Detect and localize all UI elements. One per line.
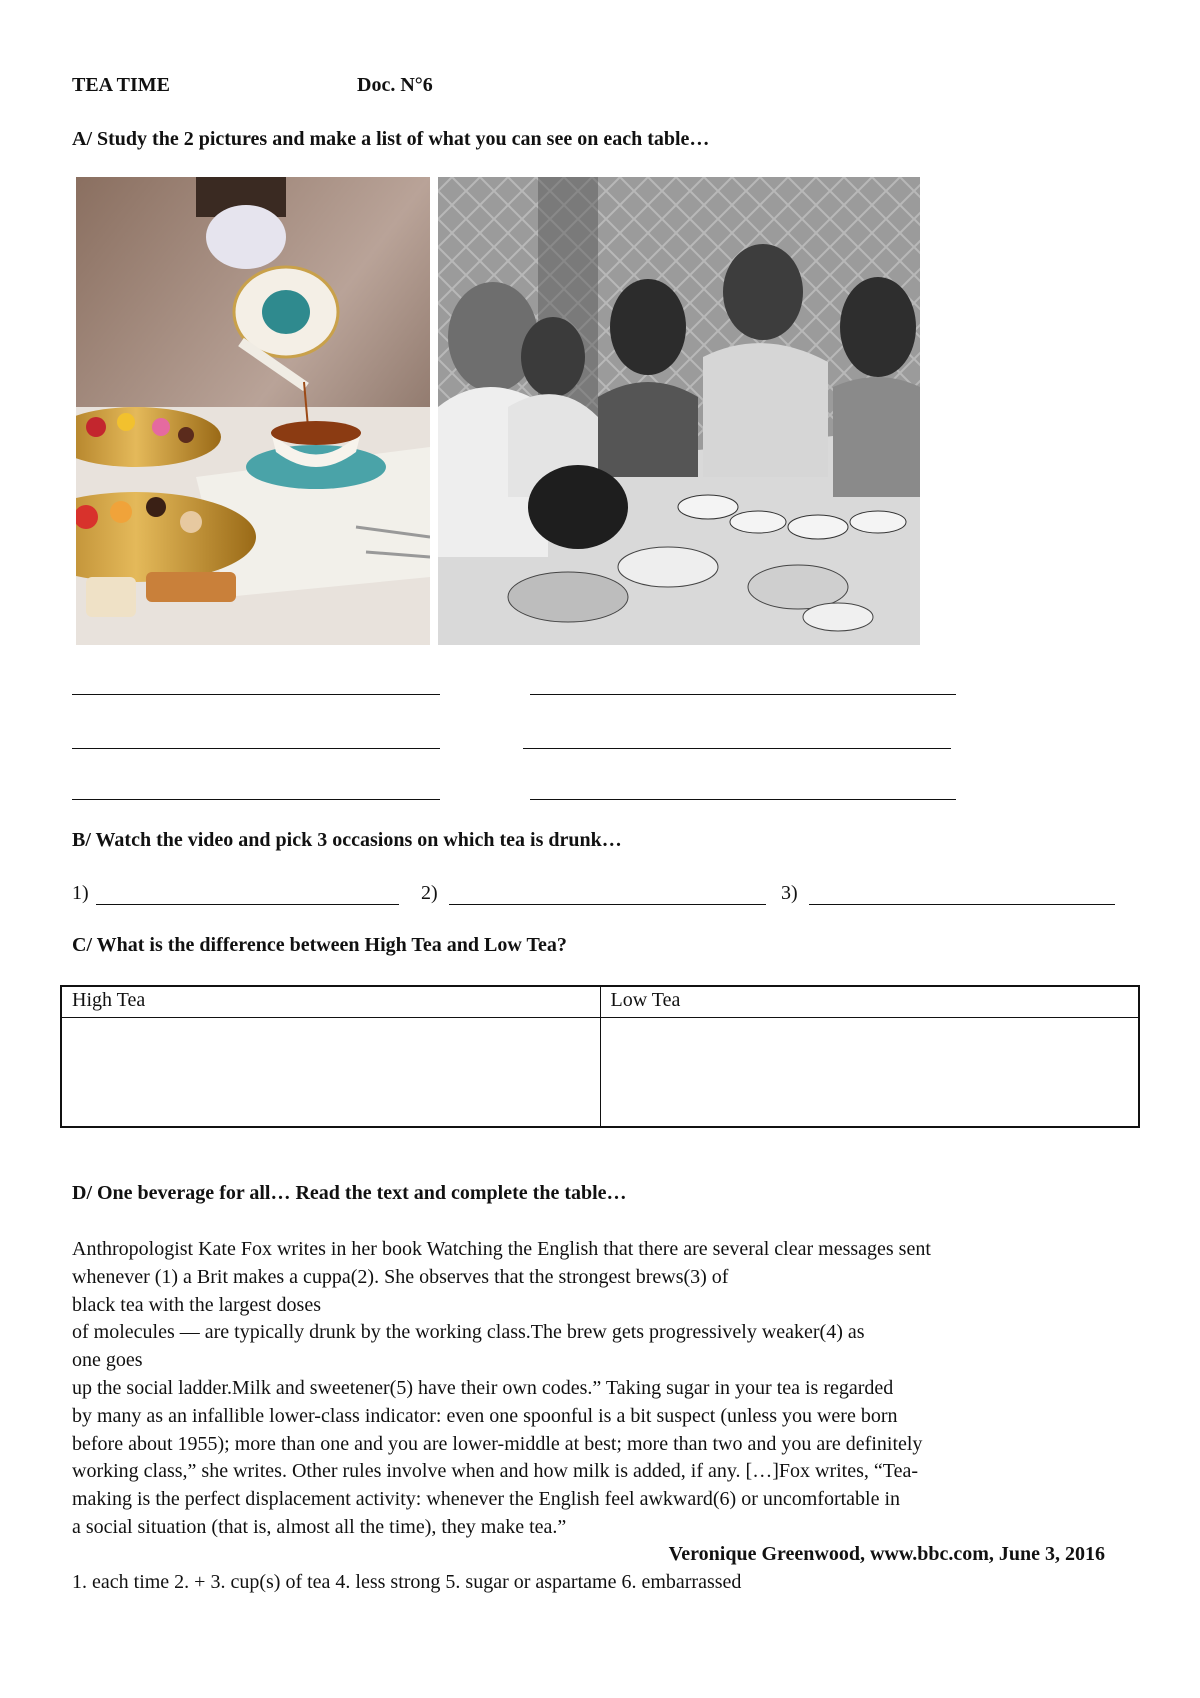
- article-line: whenever (1) a Brit makes a cuppa(2). She observes that the strongest brews(3) of: [72, 1265, 729, 1288]
- article-line: up the social ladder.Milk and sweetener(5) have their own codes.” Taking sugar in your tea is regarded: [72, 1376, 894, 1399]
- article-line: of molecules — are typically drunk by the working class.The brew gets progressively weaker(4) as: [72, 1321, 865, 1344]
- section-c-question: C/ What is the difference between High Tea and Low Tea?: [72, 934, 567, 956]
- high-tea-header: High Tea: [61, 986, 600, 1018]
- section-d-question: D/ One beverage for all… Read the text and complete the table…: [72, 1182, 627, 1204]
- page-title: TEA TIME: [72, 74, 170, 96]
- article-line: one goes: [72, 1349, 143, 1372]
- answer-line[interactable]: [72, 799, 440, 800]
- section-b-question: B/ Watch the video and pick 3 occasions on which tea is drunk…: [72, 829, 622, 851]
- article-line: black tea with the largest doses: [72, 1293, 322, 1316]
- article-line: by many as an infallible lower-class indicator: even one spoonful is a bit suspect (unless you were born: [72, 1404, 898, 1427]
- occasion-2-label: 2): [421, 882, 438, 904]
- answer-line[interactable]: [530, 694, 956, 695]
- occasion-3-label: 3): [781, 882, 798, 904]
- vocabulary-glossary: 1. each time 2. + 3. cup(s) of tea 4. less strong 5. sugar or aspartame 6. embarrassed: [72, 1571, 742, 1593]
- answer-line[interactable]: [523, 748, 951, 749]
- article-line: working class,” she writes. Other rules involve when and how milk is added, if any. […]Fox writes, “Tea-: [72, 1460, 918, 1483]
- low-tea-header: Low Tea: [600, 986, 1139, 1018]
- article-line: making is the perfect displacement activity: whenever the English feel awkward(6) or uncomfortable in: [72, 1488, 901, 1511]
- occasion-1-line[interactable]: [96, 904, 399, 905]
- article-text: [72, 1236, 1142, 1542]
- occasion-2-line[interactable]: [449, 904, 766, 905]
- high-low-tea-table: [60, 985, 1140, 1128]
- afternoon-tea-photo: [76, 177, 430, 645]
- occasion-1-label: 1): [72, 882, 89, 904]
- article-line: a social situation (that is, almost all the time), they make tea.”: [72, 1515, 567, 1538]
- answer-line[interactable]: [72, 748, 440, 749]
- low-tea-answer-cell[interactable]: [600, 1018, 1139, 1128]
- article-line: Anthropologist Kate Fox writes in her book Watching the English that there are several clear messages sent: [72, 1238, 931, 1260]
- doc-number: Doc. N°6: [357, 74, 433, 96]
- answer-line[interactable]: [530, 799, 956, 800]
- occasion-3-line[interactable]: [809, 904, 1115, 905]
- working-class-tea-photo: [438, 177, 920, 645]
- article-line: before about 1955); more than one and you are lower-middle at best; more than two and you are definitely: [72, 1432, 923, 1455]
- article-source: Veronique Greenwood, www.bbc.com, June 3, 2016: [668, 1543, 1105, 1565]
- high-tea-answer-cell[interactable]: [61, 1018, 600, 1128]
- answer-line[interactable]: [72, 694, 440, 695]
- section-a-question: A/ Study the 2 pictures and make a list of what you can see on each table…: [72, 128, 710, 150]
